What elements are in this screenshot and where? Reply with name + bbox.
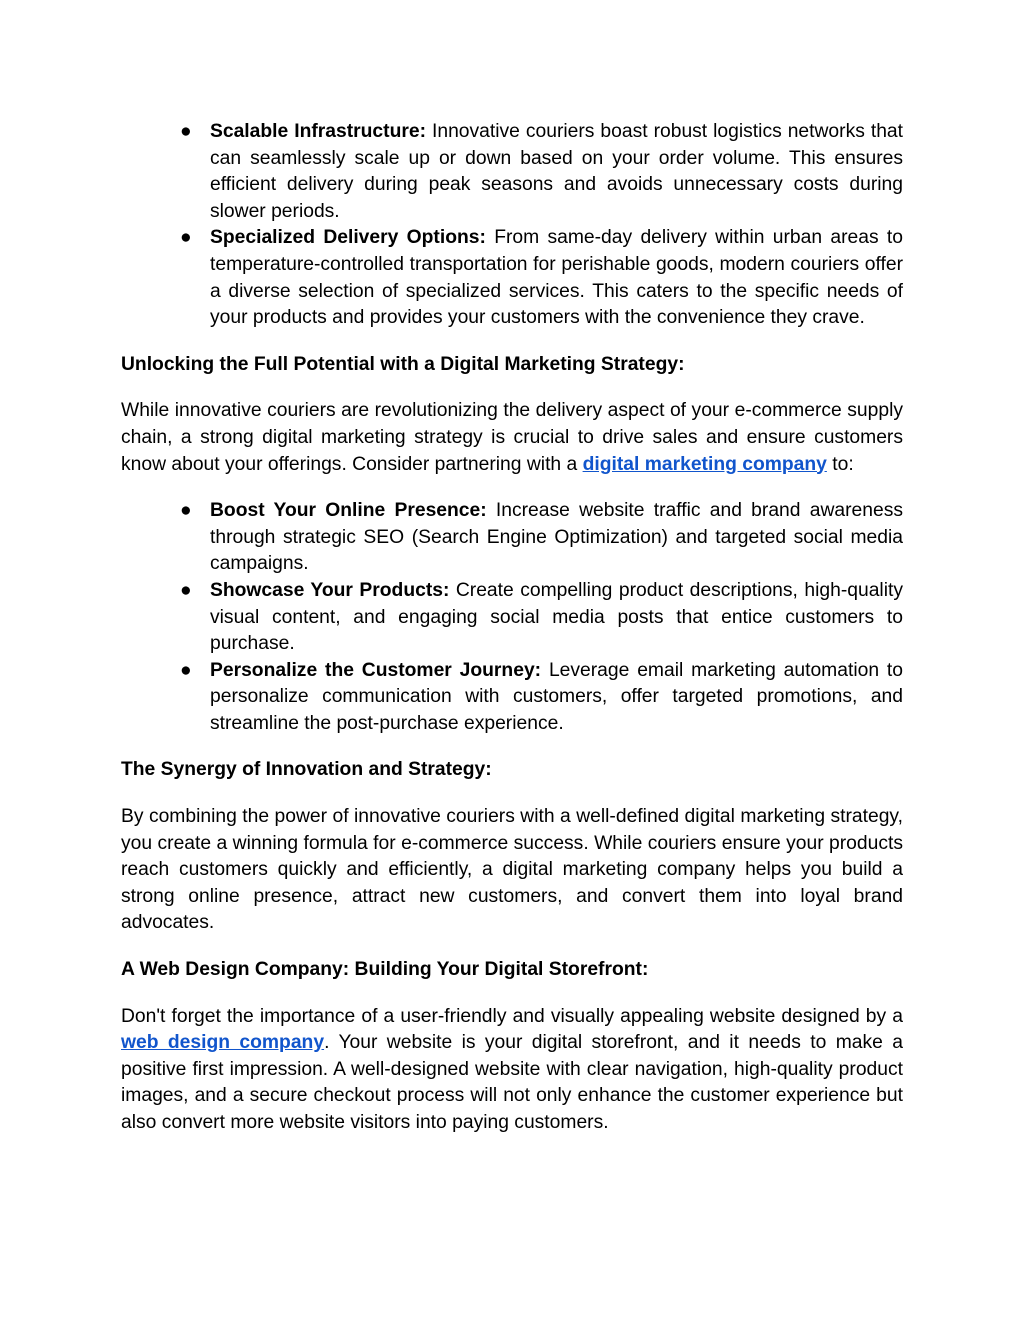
list-item-title: Specialized Delivery Options: (210, 227, 486, 249)
bullet-icon: ● (180, 659, 192, 681)
marketing-list (121, 498, 903, 737)
list-item (180, 119, 903, 225)
paragraph-web-design (121, 1004, 903, 1137)
list-item-title: Scalable Infrastructure: (210, 121, 427, 142)
paragraph-synergy: By combining the power of innovative couriers with a well-defined digital marketing strategy, you create a winning formula for e-commerce success. While couriers ensure your products reach customers quickly and efficiently, a digital marketing company helps you build a strong online presence, attract new customers, and convert them into loyal brand advocates. (121, 806, 903, 934)
list-item-title: Showcase Your Products: (210, 579, 450, 601)
list-item-title: Personalize the Customer Journey: (210, 659, 542, 681)
feature-list (121, 119, 903, 332)
list-item-text: Leverage email marketing automation to personalize communication with customers, offer targeted promotions, and streamline the post-purchase experience. (210, 659, 903, 734)
bullet-icon: ● (180, 227, 192, 249)
paragraph-text: While innovative couriers are revolutionizing the delivery aspect of your e-commerce supply chain, a strong digital marketing strategy is crucial to drive sales and ensure customers know about your offerings. Consider partnering with a (121, 400, 903, 475)
list-item-text: Increase website traffic and brand awareness through strategic SEO (Search Engine Optimization) and targeted social media campaigns. (210, 500, 903, 575)
list-item-text: Create compelling product descriptions, high-quality visual content, and engaging social media posts that entice customers to purchase. (210, 579, 903, 655)
web-design-company-link[interactable]: web design company (121, 1032, 325, 1054)
section-heading-web-design: A Web Design Company: Building Your Digital Storefront: (121, 959, 649, 981)
list-item (180, 225, 903, 331)
section-heading-digital-marketing: Unlocking the Full Potential with a Digital Marketing Strategy: (121, 353, 685, 375)
section-heading-synergy: The Synergy of Innovation and Strategy: (121, 759, 492, 781)
digital-marketing-company-link[interactable]: digital marketing company (582, 453, 827, 475)
list-item (180, 658, 903, 738)
bullet-icon: ● (180, 500, 192, 522)
bullet-icon: ● (180, 579, 192, 601)
document-body (121, 119, 903, 1137)
paragraph-text: . Your website is your digital storefront, and it needs to make a positive first impression. A well-designed website with clear navigation, high-quality product images, and a secure checkout process will not only enhance the customer experience but also convert more website visitors into paying customers. (121, 1032, 903, 1133)
list-item (180, 498, 903, 578)
paragraph-text: to: (826, 453, 854, 475)
paragraph-text: Don't forget the importance of a user-friendly and visually appealing website designed by a (121, 1005, 903, 1027)
bullet-icon: ● (180, 121, 192, 142)
list-item-title: Boost Your Online Presence: (210, 500, 487, 522)
list-item (180, 578, 903, 658)
list-item-text: Innovative couriers boast robust logistics networks that can seamlessly scale up or down based on your order volume. This ensures efficient delivery during peak seasons and avoids unnecessary costs during slower periods. (210, 121, 903, 222)
paragraph-digital-marketing (121, 398, 903, 478)
list-item-text: From same-day delivery within urban areas to temperature-controlled transportation for perishable goods, modern couriers offer a diverse selection of specialized services. This caters to the specific needs of your products and provides your customers with the convenience they crave. (210, 227, 903, 329)
